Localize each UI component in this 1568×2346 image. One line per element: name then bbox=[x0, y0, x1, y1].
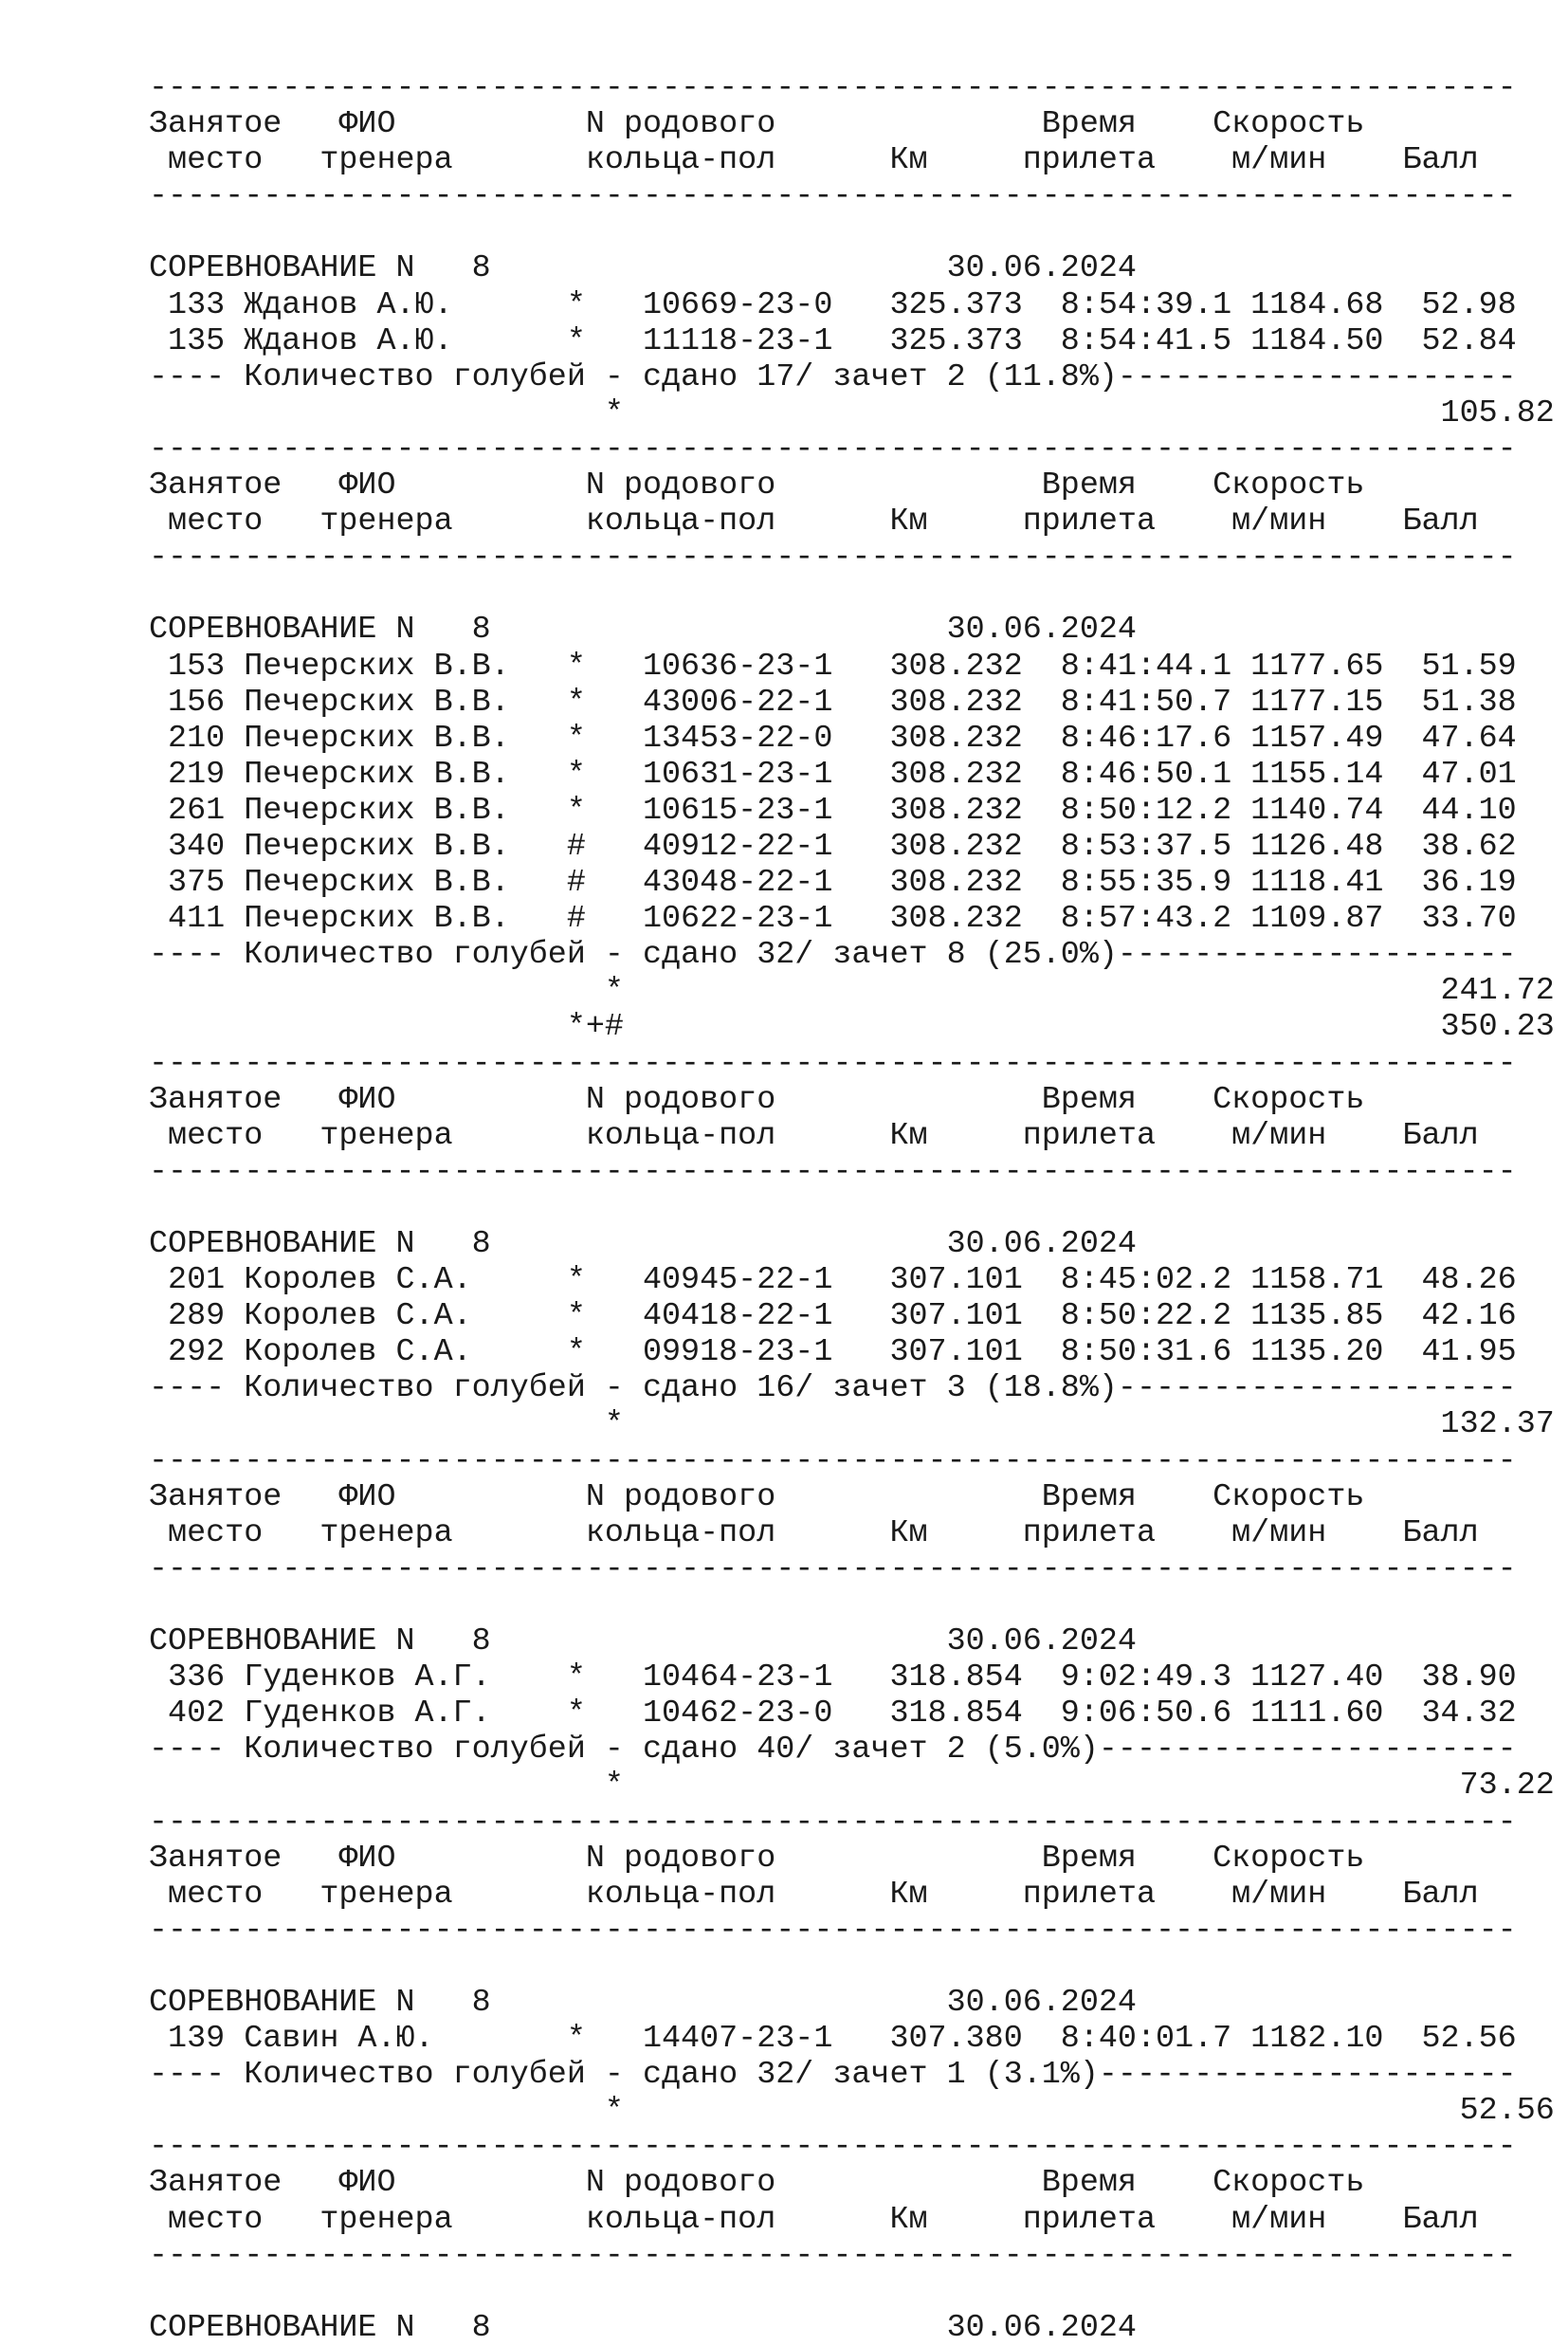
score-total: *+# 350.23 bbox=[149, 1009, 1555, 1046]
pigeon-count-summary: ---- Количество голубей - сдано 32/ зачет 1 (3.1%)---------------------- bbox=[149, 2057, 1517, 2094]
column-header: место тренера кольца-пол Км прилета м/мин Балл bbox=[149, 1876, 1479, 1913]
column-header: Занятое ФИО N родового Время Скорость bbox=[149, 1478, 1365, 1515]
separator-line: ------------------------------------------------------------------------ bbox=[149, 1912, 1517, 1949]
column-header: место тренера кольца-пол Км прилета м/мин Балл bbox=[149, 2201, 1479, 2238]
blank-line bbox=[149, 576, 1533, 612]
result-row: 375 Печерских В.В. # 43048-22-1 308.232 8:55:35.9 1118.41 36.19 bbox=[149, 865, 1517, 902]
score-total: * 52.56 bbox=[149, 2093, 1555, 2130]
competition-heading: СОРЕВНОВАНИЕ N 8 30.06.2024 bbox=[149, 1623, 1137, 1660]
result-row: 336 Гуденков А.Г. * 10464-23-1 318.854 9:02:49.3 1127.40 38.90 bbox=[149, 1659, 1517, 1696]
separator-line: ------------------------------------------------------------------------ bbox=[149, 1804, 1517, 1841]
result-row: 261 Печерских В.В. * 10615-23-1 308.232 8:50:12.2 1140.74 44.10 bbox=[149, 792, 1517, 829]
separator-line: ------------------------------------------------------------------------ bbox=[149, 2129, 1517, 2166]
competition-heading: СОРЕВНОВАНИЕ N 8 30.06.2024 bbox=[149, 2309, 1137, 2346]
result-row: 411 Печерских В.В. # 10622-23-1 308.232 8:57:43.2 1109.87 33.70 bbox=[149, 901, 1517, 938]
result-row: 133 Жданов А.Ю. * 10669-23-0 325.373 8:54:39.1 1184.68 52.98 bbox=[149, 286, 1517, 323]
result-row: 219 Печерских В.В. * 10631-23-1 308.232 8:46:50.1 1155.14 47.01 bbox=[149, 756, 1517, 793]
separator-line: ------------------------------------------------------------------------ bbox=[149, 178, 1517, 215]
separator-line: ------------------------------------------------------------------------ bbox=[149, 1153, 1517, 1190]
blank-line bbox=[149, 214, 1533, 250]
score-total: * 241.72 bbox=[149, 973, 1555, 1010]
result-row: 139 Савин А.Ю. * 14407-23-1 307.380 8:40:01.7 1182.10 52.56 bbox=[149, 2021, 1517, 2058]
column-header: Занятое ФИО N родового Время Скорость bbox=[149, 467, 1365, 504]
pigeon-count-summary: ---- Количество голубей - сдано 16/ зачет 3 (18.8%)--------------------- bbox=[149, 1370, 1517, 1407]
pigeon-count-summary: ---- Количество голубей - сдано 17/ зачет 2 (11.8%)--------------------- bbox=[149, 358, 1517, 395]
result-row: 153 Печерских В.В. * 10636-23-1 308.232 8:41:44.1 1177.65 51.59 bbox=[149, 648, 1517, 685]
column-header: место тренера кольца-пол Км прилета м/мин Балл bbox=[149, 1514, 1479, 1551]
column-header: Занятое ФИО N родового Время Скорость bbox=[149, 2165, 1365, 2202]
column-header: Занятое ФИО N родового Время Скорость bbox=[149, 1081, 1365, 1118]
column-header: место тренера кольца-пол Км прилета м/мин Балл bbox=[149, 1117, 1479, 1154]
score-total: * 73.22 bbox=[149, 1768, 1555, 1805]
result-row: 135 Жданов А.Ю. * 11118-23-1 325.373 8:54:41.5 1184.50 52.84 bbox=[149, 322, 1517, 359]
score-total: * 132.37 bbox=[149, 1406, 1555, 1443]
separator-line: ------------------------------------------------------------------------ bbox=[149, 1550, 1517, 1587]
result-row: 292 Королев С.А. * 09918-23-1 307.101 8:50:31.6 1135.20 41.95 bbox=[149, 1334, 1517, 1371]
separator-line: ------------------------------------------------------------------------ bbox=[149, 540, 1517, 577]
result-row: 201 Королев С.А. * 40945-22-1 307.101 8:45:02.2 1158.71 48.26 bbox=[149, 1262, 1517, 1299]
separator-line: ------------------------------------------------------------------------ bbox=[149, 1442, 1517, 1479]
separator-line: ------------------------------------------------------------------------ bbox=[149, 70, 1517, 106]
column-header: Занятое ФИО N родового Время Скорость bbox=[149, 106, 1365, 143]
result-row: 156 Печерских В.В. * 43006-22-1 308.232 8:41:50.7 1177.15 51.38 bbox=[149, 684, 1517, 721]
pigeon-count-summary: ---- Количество голубей - сдано 40/ зачет 2 (5.0%)---------------------- bbox=[149, 1732, 1517, 1769]
column-header: место тренера кольца-пол Км прилета м/мин Балл bbox=[149, 504, 1479, 541]
competition-heading: СОРЕВНОВАНИЕ N 8 30.06.2024 bbox=[149, 1984, 1137, 2021]
blank-line bbox=[149, 1949, 1533, 1985]
competition-heading: СОРЕВНОВАНИЕ N 8 30.06.2024 bbox=[149, 250, 1137, 287]
result-row: 210 Печерских В.В. * 13453-22-0 308.232 8:46:17.6 1157.49 47.64 bbox=[149, 720, 1517, 757]
result-row: 402 Гуденков А.Г. * 10462-23-0 318.854 9:06:50.6 1111.60 34.32 bbox=[149, 1695, 1517, 1732]
competition-heading: СОРЕВНОВАНИЕ N 8 30.06.2024 bbox=[149, 612, 1137, 649]
separator-line: ------------------------------------------------------------------------ bbox=[149, 1045, 1517, 1082]
pigeon-count-summary: ---- Количество голубей - сдано 32/ зачет 8 (25.0%)--------------------- bbox=[149, 937, 1517, 974]
separator-line: ------------------------------------------------------------------------ bbox=[149, 2237, 1517, 2274]
competition-heading: СОРЕВНОВАНИЕ N 8 30.06.2024 bbox=[149, 1226, 1137, 1262]
blank-line bbox=[149, 1587, 1533, 1623]
blank-line bbox=[149, 2274, 1533, 2310]
result-row: 289 Королев С.А. * 40418-22-1 307.101 8:50:22.2 1135.85 42.16 bbox=[149, 1298, 1517, 1335]
blank-line bbox=[149, 1190, 1533, 1226]
score-total: * 105.82 bbox=[149, 394, 1555, 431]
column-header: Занятое ФИО N родового Время Скорость bbox=[149, 1840, 1365, 1877]
results-page bbox=[149, 70, 1555, 2346]
result-row: 340 Печерских В.В. # 40912-22-1 308.232 8:53:37.5 1126.48 38.62 bbox=[149, 828, 1517, 865]
separator-line: ------------------------------------------------------------------------ bbox=[149, 431, 1517, 467]
column-header: место тренера кольца-пол Км прилета м/мин Балл bbox=[149, 142, 1479, 179]
